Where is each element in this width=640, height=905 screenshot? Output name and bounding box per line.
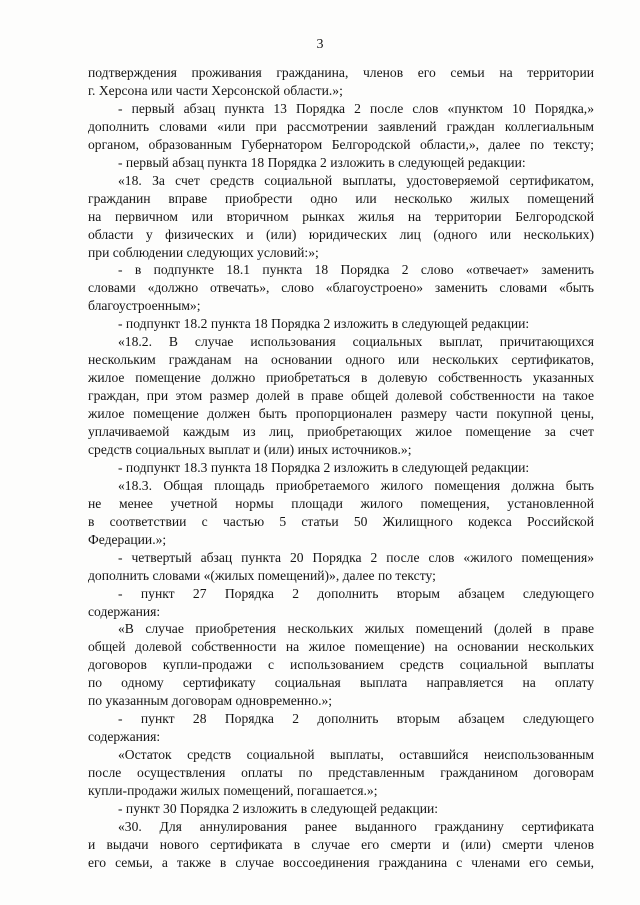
text-line: не менее учетной нормы площади жилого помещения, установленной xyxy=(88,495,594,511)
text-line: подтверждения проживания гражданина, членов его семьи на территории xyxy=(88,65,594,80)
text-line: общей долевой собственности на жилое помещение) на основании нескольких xyxy=(88,639,594,655)
text-line: органом, образованным Губернатором Белгородской области,», далее по тексту; xyxy=(88,136,594,152)
text-line: «30. Для аннулирования ранее выданного гражданину сертификата xyxy=(118,818,594,834)
text-line: словами «должно отвечать», слово «благоустроено» заменить словами «быть xyxy=(88,280,594,296)
text-line: его семьи, а также в случае воссоединения гражданина с членами его семьи, xyxy=(88,854,594,870)
text-line: благоустроенным»; xyxy=(88,298,201,314)
text-line: - четвертый абзац пункта 20 Порядка 2 после слов «жилого помещения» xyxy=(118,549,594,565)
text-line: средств социальных выплат и (или) иных источников.»; xyxy=(88,441,412,457)
page-number: 3 xyxy=(316,37,324,52)
text-line: содержания: xyxy=(88,729,161,745)
text-line: «18.3. Общая площадь приобретаемого жилого помещения должна быть xyxy=(118,477,594,493)
text-line: области у физических и (или) юридических лиц (одного или нескольких) xyxy=(88,226,594,242)
text-line: «18. За счет средств социальной выплаты, удостоверяемой сертификатом, xyxy=(118,172,594,188)
text-line: «Остаток средств социальной выплаты, оставшийся неиспользованным xyxy=(118,747,594,763)
text-line: и выдачи нового сертификата в случае его смерти и (или) смерти членов xyxy=(88,836,594,852)
text-line: в соответствии с частью 5 статьи 50 Жилищного кодекса Российской xyxy=(88,513,594,529)
text-line: граждан, при этом размер долей в праве общей долевой собственности на такое xyxy=(88,388,594,404)
text-line: нескольким гражданам на основании одного или нескольких сертификатов, xyxy=(88,352,594,368)
text-line: на первичном или вторичном рынках жилья на территории Белгородской xyxy=(88,208,594,224)
text-line: жилое помещение должно приобретаться в долевую собственность указанных xyxy=(88,370,594,386)
text-line: после осуществления оплаты по представленным гражданином договорам xyxy=(88,765,594,781)
text-line: Федерации.»; xyxy=(88,531,167,547)
text-line: договоров купли-продажи с использованием средств социальной выплаты xyxy=(88,657,594,673)
text-line: «18.2. В случае использования социальных выплат, причитающихся xyxy=(118,334,594,350)
text-line: дополнить словами «(жилых помещений)», далее по тексту; xyxy=(88,567,436,583)
text-line: - пункт 30 Порядка 2 изложить в следующей редакции: xyxy=(118,800,439,816)
text-line: гражданин вправе приобрести одно или несколько жилых помещений xyxy=(88,190,594,206)
text-line: при соблюдении следующих условий:»; xyxy=(88,244,319,260)
text-line: г. Херсона или части Херсонской области.»; xyxy=(88,82,343,98)
text-line: «В случае приобретения нескольких жилых помещений (долей в праве xyxy=(118,621,594,637)
text-line: - подпункт 18.3 пункта 18 Порядка 2 изложить в следующей редакции: xyxy=(118,459,530,475)
text-line: - первый абзац пункта 18 Порядка 2 изложить в следующей редакции: xyxy=(118,154,526,170)
text-line: дополнить словами «или при рассмотрении заявлений граждан коллегиальным xyxy=(88,118,594,134)
text-line: уплачиваемой каждым из лиц, приобретающих жилое помещение за счет xyxy=(88,424,594,439)
text-line: - пункт 27 Порядка 2 дополнить вторым абзацем следующего xyxy=(118,585,594,601)
text-line: - подпункт 18.2 пункта 18 Порядка 2 изложить в следующей редакции: xyxy=(118,316,530,332)
text-line: - пункт 28 Порядка 2 дополнить вторым абзацем следующего xyxy=(118,711,594,727)
text-line: - первый абзац пункта 13 Порядка 2 после слов «пунктом 10 Порядка,» xyxy=(118,100,594,116)
text-line: содержания: xyxy=(88,603,161,619)
text-line: купли-продажи жилых помещений, погашается.»; xyxy=(88,783,378,798)
text-line: - в подпункте 18.1 пункта 18 Порядка 2 слово «отвечает» заменить xyxy=(118,262,594,278)
text-line: жилое помещение должен быть пропорционален размеру части покупной цены, xyxy=(88,406,594,422)
text-line: по одному сертификату социальная выплата направляется на оплату xyxy=(88,675,594,691)
text-line: по указанным договорам одновременно.»; xyxy=(88,693,333,709)
